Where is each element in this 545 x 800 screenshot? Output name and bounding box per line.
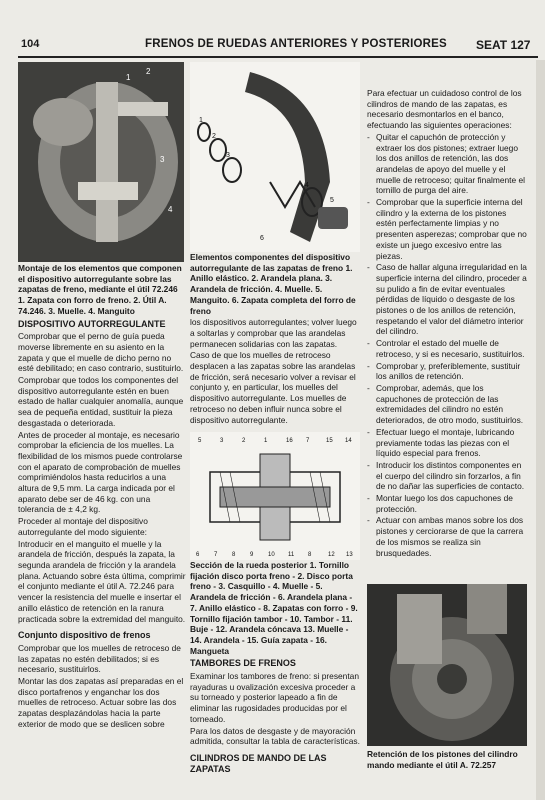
paragraph: Introducir en el manguito el muelle y la arandela de fricción, después la zapata, la segunda arandela de fricción y la arandela plana. Actuando sobre ésta última, comprimir el conjunto mediante el útil A. 72.246 para vencer la resistencia del muelle e insertar el anillo elástico de retención en la ranura practicada sobre la extremidad del manguito. bbox=[18, 538, 186, 624]
exploded-parts-figure bbox=[190, 62, 360, 252]
photo-tool-mounting bbox=[18, 62, 184, 262]
paragraph: Caso de que los muelles de retroceso desplacen a las zapatas sobre las arandelas de fricción, será necesario volver a revisar el conjunto y, en particular, los muelles del dispositivo autorregulante. Los muelles de retroceso no deben influir nunca sobre el dispositivo autorregulante. bbox=[190, 350, 356, 425]
section-label: 8 bbox=[308, 552, 312, 558]
column-3 bbox=[367, 88, 527, 559]
list-item: - Actuar con ambas manos sobre los dos pistones y cerciorarse de que la carrera de los mismos se realiza sin brusquedades. bbox=[367, 515, 527, 558]
column-1 bbox=[18, 263, 186, 731]
section-label: 3 bbox=[220, 438, 224, 444]
heading-conjunto: Conjunto dispositivo de frenos bbox=[18, 630, 151, 641]
paragraph: Comprobar que todos los componentes del dispositivo autorregulante estén en buen estado de hallar cualquier anomalía, aunque sea de pequeña entidad, sustituir la pieza desgastada o deteriorada. bbox=[18, 375, 184, 428]
page-number: 104 bbox=[21, 38, 40, 50]
section-label: 7 bbox=[214, 552, 218, 558]
rear-wheel-section-figure bbox=[190, 432, 360, 560]
photo-cylinder-tool bbox=[367, 584, 527, 746]
part-label: 4 bbox=[305, 182, 309, 189]
figure-caption-2: Elementos componentes del dispositivo autorregulante de las zapatas de freno 1. Anillo elástico. 2. Arandela plana. 3. Arandela de fricción. 4. Muelle. 5. Manguito. 6. Zapata completa del forro de freno bbox=[190, 252, 356, 316]
list-item: - Controlar el estado del muelle de retroceso, y si es necesario, sustituirlos. bbox=[367, 338, 527, 359]
list-item: - Montar luego los dos capuchones de protección. bbox=[367, 493, 527, 514]
paragraph: Para los datos de desgaste y de mayoración admitida, consultar la tabla de características. bbox=[190, 725, 360, 747]
column-2-lower bbox=[190, 560, 360, 776]
section-label: 14 bbox=[345, 438, 352, 444]
operations-list bbox=[367, 132, 527, 558]
header-rule bbox=[18, 56, 538, 58]
list-item: - Efectuar luego el montaje, lubricando previamente todas las piezas con el líquido especial para frenos. bbox=[367, 427, 527, 459]
section-label: 7 bbox=[306, 438, 310, 444]
paragraph: Para efectuar un cuidadoso control de los cilindros de mando de las zapatas, es necesario desmontarlos en el banco, efectuando las siguientes operaciones: bbox=[367, 88, 522, 131]
column-3-caption bbox=[367, 749, 529, 771]
paragraph: Montar las dos zapatas así preparadas en el disco portafrenos y enganchar los dos muelles de retroceso. Actuar sobre las dos zapatas desplazándolas hacia la parte exterior de modo que se deslicen sobre bbox=[18, 676, 184, 729]
section-label: 2 bbox=[242, 438, 246, 444]
section-label: 8 bbox=[232, 552, 236, 558]
paragraph: Proceder al montaje del dispositivo autorregulante del modo siguiente: bbox=[18, 516, 148, 537]
brand-label: SEAT 127 bbox=[476, 38, 531, 52]
section-label: 10 bbox=[268, 552, 275, 558]
part-label: 5 bbox=[330, 197, 334, 204]
photo-caption-1: Montaje de los elementos que componen el dispositivo autorregulante sobre las zapatas de freno, mediante el útil 72.246 1. Zapata con forro de freno. 2. Útil A. 74.246. 3. Muelle. 4. Manguito bbox=[18, 263, 182, 316]
section-label: 11 bbox=[288, 552, 295, 558]
paragraph: Comprobar que los muelles de retroceso de las zapatas no estén debilitados; si es necesario, sustituirlos. bbox=[18, 642, 181, 675]
paragraph: Examinar los tambores de freno: si presentan rayaduras u ovalización excesiva proceder a su torneado y posterior lapeado a fin de eliminar las rugosidades producidas por el torneado. bbox=[190, 671, 359, 724]
heading-cilindros: CILINDROS DE MANDO DE LAS ZAPATAS bbox=[190, 752, 327, 774]
list-item: - Caso de hallar alguna irregularidad en la superficie interna del cilindro, proceder a su pulido a fin de evitar eventuales pérdidas de líquido o desgaste de los pistones o de los anillos de retención, respetando el valor del diámetro interior del cilindro. bbox=[367, 262, 527, 337]
part-label: 2 bbox=[212, 133, 216, 140]
column-2 bbox=[190, 252, 360, 426]
section-label: 1 bbox=[264, 438, 268, 444]
photo-caption-4: Retención de los pistones del cilindro mando mediante el útil A. 72.257 bbox=[367, 749, 518, 770]
paragraph: Comprobar que el perno de guía pueda moverse libremente en su asiento en la zapata y que el muelle de dicho perno no esté debilitado; en caso contrario, sustituirlo. bbox=[18, 331, 184, 374]
section-label: 13 bbox=[346, 552, 353, 558]
part-label: 3 bbox=[226, 152, 230, 159]
section-label: 5 bbox=[198, 438, 202, 444]
paragraph: Antes de proceder al montaje, es necesario comprobar la eficiencia de los muelles. La flexibilidad de los mismos puede controlarse con el aparato de comprobación de muelles comprimiéndolos hasta reducirlos a una altura de 9,5 mm. La carga indicada por el aparato debe ser de 46 kg. con una tolerancia de ± 4,2 kg. bbox=[18, 429, 183, 515]
list-item: - Introducir los distintos componentes en el cuerpo del cilindro sin forzarlos, a fin de no dañar las superficies de contacto. bbox=[367, 460, 527, 492]
svg-text:2: 2 bbox=[146, 67, 151, 76]
list-item: - Comprobar y, preferiblemente, sustituir los anillos de retención. bbox=[367, 361, 527, 382]
heading-dispositivo: DISPOSITIVO AUTORREGULANTE bbox=[18, 318, 166, 329]
page-edge bbox=[536, 60, 545, 800]
part-label: 1 bbox=[199, 117, 203, 124]
page-header bbox=[0, 38, 545, 54]
section-label: 12 bbox=[328, 552, 335, 558]
section-label: 16 bbox=[286, 438, 293, 444]
section-label: 6 bbox=[196, 552, 200, 558]
svg-text:1: 1 bbox=[126, 73, 131, 82]
svg-text:3: 3 bbox=[160, 155, 165, 164]
figure-caption-3: Sección de la rueda posterior 1. Tornillo fijación disco porta freno - 2. Disco porta freno - 3. Casquillo - 4. Muelle - 5. Arandela de fricción - 6. Arandela plana - 7. Anillo elástico - 8. Zapatas con forro - 9. Tornillo fijación tambor - 10. Tambor - 11. Buje - 12. Arandela cóncava 13. Muelle - 14. Arandela - 15. Guía zapata - 16. Mangueta bbox=[190, 560, 358, 656]
svg-text:4: 4 bbox=[168, 205, 173, 214]
paragraph: los dispositivos autorregulantes; volver luego a soltarlas y comprobar que las arandelas permanecen solidarias con las zapatas. bbox=[190, 317, 357, 349]
heading-tambores: TAMBORES DE FRENOS bbox=[190, 658, 296, 669]
page-title: FRENOS DE RUEDAS ANTERIORES Y POSTERIORES bbox=[145, 38, 447, 50]
list-item: - Quitar el capuchón de protección y extraer los dos pistones; extraer luego los dos anillos de retención, las dos arandelas de apoyo del muelle y el muelle de retroceso; quitar finalmente el tornillo de purga del aire. bbox=[367, 132, 527, 196]
list-item: - Comprobar, además, que los capuchones de protección de las extremidades del cilindro no estén deteriorados, de otro modo, sustituirlos. bbox=[367, 383, 527, 426]
section-label: 15 bbox=[326, 438, 333, 444]
list-item: - Comprobar que la superficie interna del cilindro y la externa de los pistones estén perfectamente limpias y no presenten asperezas; comprobar que no existe un juego excesivo entre las piezas. bbox=[367, 197, 527, 261]
part-label: 6 bbox=[260, 235, 264, 242]
section-label: 9 bbox=[250, 552, 254, 558]
